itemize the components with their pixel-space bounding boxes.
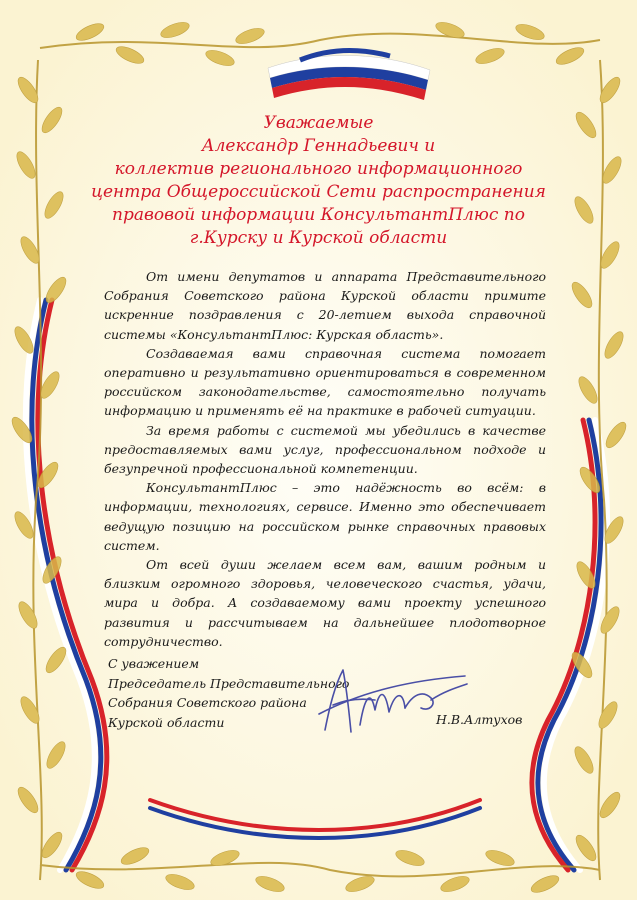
body-paragraph: От всей души желаем всем вам, вашим родным и близким огромного здоровья, человеческого счастья, удачи, мира и добра. А создаваемому вами проекту успешного развития и рассчитываем на дальнейшее плодотворное сотрудничество. (104, 557, 546, 649)
heading-line: правовой информации КонсультантПлюс по (112, 205, 525, 225)
body-paragraph: За время работы с системой мы убедились в качестве предоставляемых вами услуг, профессиональном подходе и безупречной профессиональной компетенции. (104, 422, 546, 477)
greeting-heading (60, 112, 577, 250)
letter-body (104, 267, 546, 651)
handwritten-signature (305, 650, 475, 745)
closing-line: Курской области (108, 714, 225, 730)
closing-line: Собрания Советского района (108, 695, 307, 710)
heading-line: Александр Геннадьевич и (201, 136, 436, 156)
closing-line: Председатель Представительного (108, 675, 350, 691)
signer-name: Н.В.Алтухов (436, 712, 523, 727)
heading-line: коллектив регионального информационного (114, 159, 523, 179)
heading-line: центра Общероссийской Сети распространения (91, 182, 546, 202)
body-paragraph: КонсультантПлюс – это надёжность во всём: в информации, технологиях, сервисе. Именно это обеспечивает ведущую позицию на российском рынке справочных правовых систем. (104, 480, 546, 553)
heading-line: г.Курску и Курской области (189, 228, 448, 248)
heading-line: Уважаемые (263, 113, 374, 133)
body-paragraph: Создаваемая вами справочная система помогает оперативно и результативно ориентироваться в современном российском законодательстве, самостоятельно получать информацию и применять её на практике в рабочей ситуации. (104, 345, 546, 419)
closing-line: С уважением (108, 656, 200, 671)
body-paragraph: От имени депутатов и аппарата Представительного Собрания Советского района Курской области примите искренние поздравления с 20-летием выхода справочной системы «КонсультантПлюс: Курская область». (104, 269, 546, 342)
